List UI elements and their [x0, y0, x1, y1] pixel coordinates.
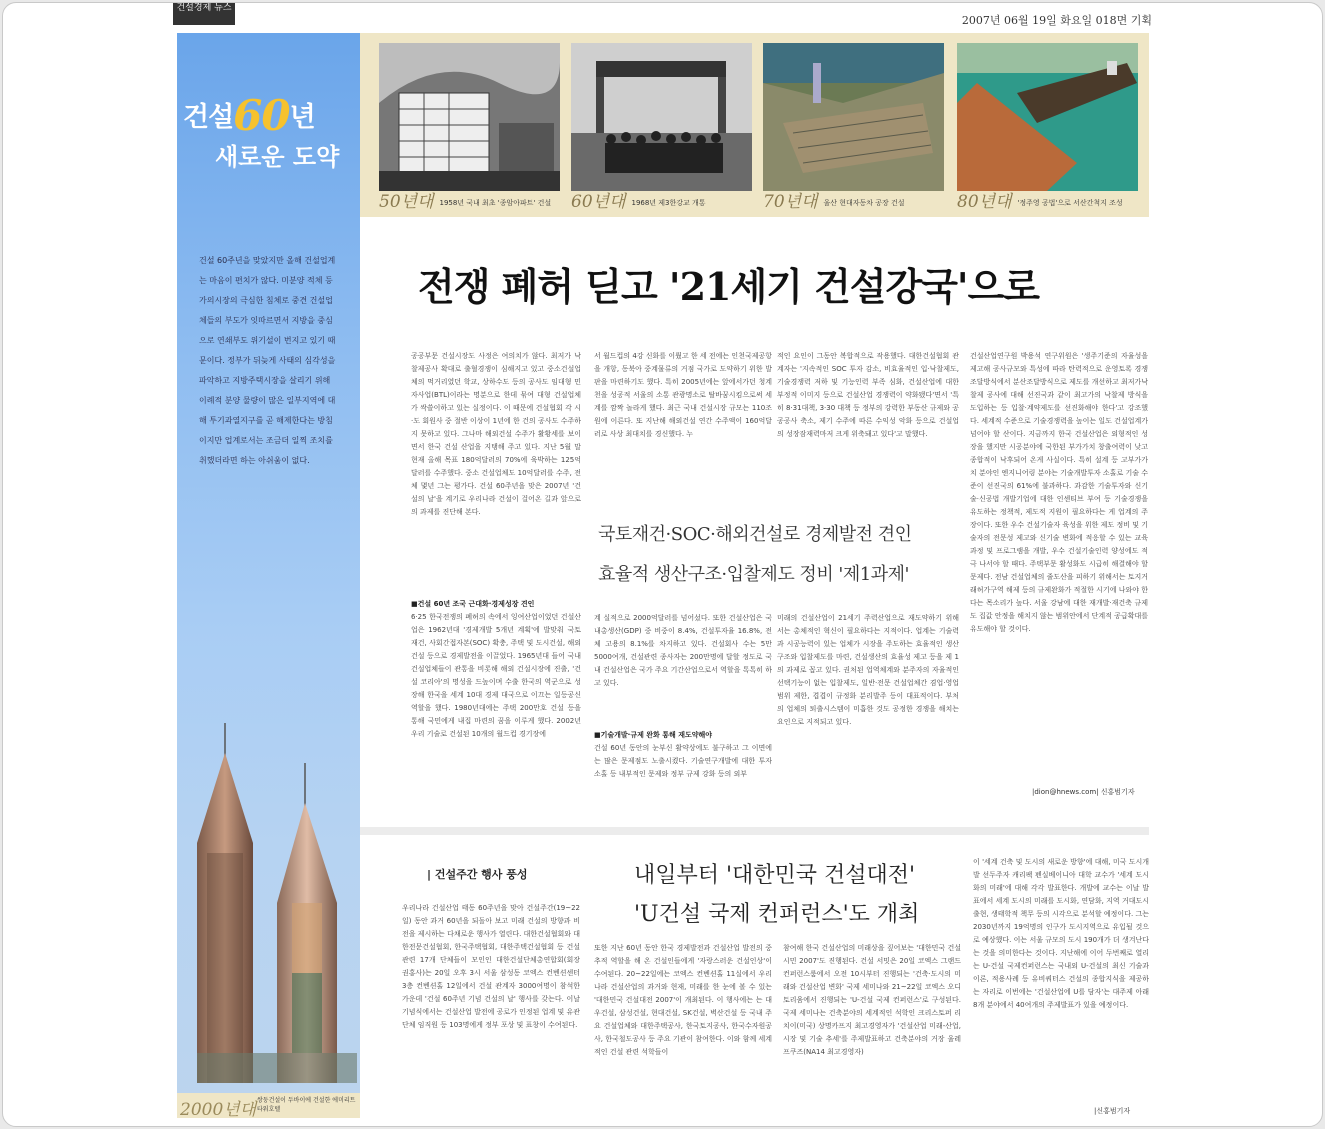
masthead-logo: 건설경제 뉴스 [173, 3, 235, 25]
sidebar-caption-text: 쌍둥건설이 두바이에 건설한 에미리트타워호텔 [257, 1097, 356, 1113]
sidebar-title-prefix: 건설 [183, 102, 234, 133]
second-side-heading: | 건설주간 행사 풍성 [427, 868, 528, 881]
main-byline: |dion@hnews.com| 신홍범기자 [1032, 788, 1135, 796]
photo-text-2: 1968년 제3한강교 개통 [631, 199, 706, 207]
photo-text-3: 울산 현대자동차 공장 건설 [823, 199, 905, 207]
sidebar-caption-decade: 2000년대 [180, 1100, 257, 1120]
main-col3-bottom: 미래의 건설산업이 21세기 주력산업으로 재도약하기 위해서는 총체적인 혁신이 필요하다는 지적이다. 업계는 기술력과 시공능력이 있는 업체가 시장을 주도하는 효율적인 생산구조와 입찰제도를 마련, 건설생산의 효율성 제고 등을 제 1의 과제로 꼽고 있다. 권처된 업역체계와 분주자의 자율적인 선택기능이 없는 입찰제도, 일반·전문 건설업체간 겸업·영업범위 제한, 겹겹이 규정화 분리발주 등이 대표적이다. 부처의 업체의 퇴출시스템이 미흡한 것도 공정한 경쟁을 해치는 요인으로 지적되고 있다. [777, 614, 959, 726]
second-col1: 우리나라 건설산업 태동 60주년을 맞아 건설주간(19~22일) 동안 과거 60년을 되돌아 보고 미래 건설의 방향과 비전을 제시하는 다채로운 행사가 열린다. 대한건설협회와 대한전문건설협회, 한국주택협회, 대한주택건설협회 등 건설관련 17개 단체들이 모인인 대한건설단체총연합회(회장 권홍사)는 20일 오후 3시 서울 삼성동 코엑스 컨벤션센터 3층 컨벤션홀 12일에서 건설 관계자 3000여명이 참석한 가운데 '건설 60주년 기념 건설의 날' 행사를 갖는다. 이날 기념식에서는 건설산업 발전에 공로가 인정된 업계 및 유관단체 임직원 등 103명에게 정부 포상 및 표창이 수여된다. [402, 904, 580, 1029]
main-col2-bottom: 계 실적으로 2000억달러를 넘어섰다. 또한 건설산업은 국내총생산(GDP) 중 비중이 8.4%, 건설투자율 16.8%, 전체 고용의 8.1%를 차지하고 있다. 건설회사 수는 5만5000여개, 건설관련 종사자는 200만명에 달할 정도로 국내 건설산업은 국가 주요 기간산업으로서 역할을 톡톡히 하고 있다. [594, 614, 772, 687]
photo-decade-4: 80년대 [957, 192, 1012, 212]
main-headline: 전쟁 폐허 딛고 '21세기 건설강국'으로 [418, 264, 1039, 309]
sidebar-intro-text: 건설 60주년을 맞았지만 올해 건설업계는 마음이 편치가 않다. 미분양 적체 등 가의시장의 극심한 침체로 중견 건설업체들의 부도가 잇따르면서 지방을 중심으로 연쇄부도 위기설이 번지고 있기 때문이다. 정부가 뒤늦게 사태의 심각성을 파악하고 지방주택시장을 살리기 위해 이례적 분양 물량이 많은 일부지역에 대해 투기과열지구를 곧 해제한다는 방침이지만 업계로서는 조금더 일찍 조치를 취했더라면 하는 아쉬움이 없다. [199, 256, 336, 465]
photo-decade-3: 70년대 [763, 192, 818, 212]
sidebar-title-number: 60 [233, 91, 290, 140]
main-col2-heading: ■기술개발·규제 완화 통해 재도약해야 [594, 731, 713, 739]
photo-caption-1 [379, 187, 551, 212]
main-col2-top: 서 월드컵의 4강 신화를 이뤘고 한 세 전에는 인천국제공항을 개항, 동북아 중계물류의 거점 국가로 도약하기 위한 발판을 마련하기도 했다. 특히 2005년에는 앞에서가던 청계천을 성공적 서울의 소통 관광명소로 탈바꿈시킴으로써 세계를 깜짝 놀라게 했다. 최근 국내 건설시장 규모는 110조원에 이른다. 또 지난해 해외건설 연간 수주액이 160억달러로 사상 최대치를 경신했다. 누 [594, 352, 772, 438]
photo-caption-3 [763, 187, 905, 212]
dateline: 2007년 06월 19일 화요일 018면 기획 [961, 14, 1152, 27]
main-col2-bottom2: 건설 60년 동안의 눈부신 활약상에도 불구하고 그 이면에는 많은 문제점도 노출시켰다. 기술연구개발에 대한 투자 소홀 등 내부적인 문제와 정부 규제 강화 등의 외부 [594, 744, 772, 778]
second-col3: 참여해 한국 건설산업의 미래상을 짚어보는 '대한민국 건설 시민 2007'도 진행된다. 건설 서밋은 20일 코엑스 그랜드 컨퍼런스룸에서 오전 10시부터 진행되는 '건축·도시의 미래와 건설산업 변화' 국제 세미나와 21~22일 코엑스 오디토리움에서 진행되는 'U-건설 국제 컨퍼런스'로 구성된다. 국제 세미나는 건축분야의 세계적인 석학인 크리스토퍼 리치이(미국) 상명카프지 최고경영자가 '건설산업 미래-산업, 시장 및 기술 추세'를 주제발표하고 건축분야의 거장 울레프쿠즈(NA14 최고경영자) [783, 944, 961, 1056]
main-col3-top: 적인 요인이 그동안 복합적으로 작용했다. 대한건설협회 관계자는 '지속적인 SOC 투자 감소, 비효율적인 입·낙찰제도, 기술경쟁력 저하 및 기능인력 부족 심화, 건설산업에 대한 부정적 이미지 등으로 건설산업 경쟁력이 약화됐다'면서 '특히 8·31대책, 3·30 대책 등 정부의 강력한 부동산 규제와 공공공사 축소, 제기 수주에 따른 수익성 악화 등으로 건설업의 성장잠재력마저 크게 위축돼고 있다'고 말했다. [777, 352, 959, 438]
main-subhead-2: 효율적 생산구조·입찰제도 정비 '제1과제' [598, 564, 909, 585]
twin-towers-illustration [197, 723, 357, 1083]
second-col4: 이 '세계 건축 및 도시의 새로운 방향'에 대해, 미국 도시개발 선두주자 캐리팩 펜실베이니아 대학 교수가 '세계 도시화의 미래'에 대해 각각 발표한다. 개발에 교수는 이날 발표에서 세계 도시의 미래를 도시화, 연담화, 지역 거대도시 출현, 생태학적 책무 등의 시각으로 분석할 예정이다. 그는 2030년까지 19억명의 인구가 도시지역으로 유입될 것으로 예상했다. 이는 서울 규모의 도시 190개가 더 생겨난다는 것을 의미한다는 것이다. 지난해에 이어 두번째로 열리는 U-건설 국제컨퍼런스는 국내외 U-건설의 최신 기술과 이론, 적용사례 등 유비쿼터스 건설의 종합지식을 제공하는 자리로 이번에는 '건설산업에 U를 담자'는 대주제 아래 8개 분야에서 40여개의 주제발표가 있을 예정이다. [973, 858, 1149, 1009]
photo-decade-1: 50년대 [379, 192, 434, 212]
photo-strip [360, 33, 1149, 217]
main-col1-heading: ■건설 60년 조국 근대화·경제성장 견인 [411, 600, 535, 608]
photo-caption-4 [957, 187, 1123, 212]
second-headline-line1: 내일부터 '대한민국 건설대전' [634, 863, 916, 888]
sidebar-title-suffix: 년 [289, 102, 315, 133]
photo-1950s-apartment [379, 43, 560, 191]
photo-1960s-bridge-opening [571, 43, 752, 191]
sidebar-title [183, 91, 315, 140]
photo-1970s-aerial-factory [763, 43, 944, 191]
sidebar-subtitle: 새로운 도약 [215, 142, 340, 171]
main-subhead-1: 국토재건·SOC·해외건설로 경제발전 견인 [598, 524, 912, 545]
sidebar-panel [177, 33, 360, 1118]
photo-caption-2 [571, 187, 706, 212]
main-col1-top: 공공부문 건설시장도 사정은 여의치가 않다. 최저가 낙찰제공사 확대로 출혈경쟁이 심해지고 있고 중소건설업체의 먹거리였던 학교, 상하수도 등의 공사도 임대형 민자사업(BTL)이라는 명분으로 한데 묶여 대형 건설업체가 싹쓸이하고 있는 실정이다. 이 때문에 건설협회 각 시·도 회원사 중 절반 이상이 1년에 한 건의 공사도 수주하지 못하고 있다. 그나마 해외건설 수주가 활황세를 보이면서 한국 건설 산업을 지탱해 주고 있다. 지난 5월 말 현재 올해 목표 180억달러의 70%에 육박하는 125억달러를 수주했다. 중소 건설업체도 10억달러를 수주, 전체 몇년 그는 평가다. 건설 60주년을 맞은 2007년 '건설의 날'을 계기로 우리나라 건설이 걸어온 길과 앞으로의 과제를 진단해 본다. [411, 352, 581, 516]
sidebar-caption [177, 1093, 360, 1118]
second-byline: |신홍범기자 [1094, 1107, 1131, 1115]
photo-1980s-tanker-reclamation [957, 43, 1138, 191]
photo-decade-2: 60년대 [571, 192, 626, 212]
photo-text-4: '정주영 공법'으로 서산간척지 조성 [1017, 199, 1123, 207]
photo-text-1: 1958년 국내 최초 '종암아파트' 건설 [439, 199, 552, 207]
main-col4: 건설산업연구원 박용석 연구위원은 '생주기준의 자율성을 제고해 공사규모와 특성에 따라 탄력적으로 운영토록 경쟁조달방식에서 분산조달방식으로 제도를 개선하고 최저가낙찰제 공사에 대해 선진국과 같이 최고가의 낙찰제 방식을 도입하는 등 입찰·계약제도를 선진화해야 한다'고 강조했다. 세계적 수준으로 기술경쟁력을 높이는 일도 건설업계가 넘어야 할 산이다. 지금까지 한국 건설산업은 외형적인 성장을 했지만 시공분야에 국한된 부가가치 창출여력이 낮고 종합적이 낙후되어 온게 사실이다. 특히 설계 등 고부가가치 분야인 엔지니어링 분야는 기술개발투자 소홀로 기술 수준이 선진국의 61%에 불과하다. 과감한 기술투자와 신기술·신공법 개발기업에 대한 인센티브 부여 등 기술경쟁을 유도하는 정책적, 제도적 지원이 필요하다는 게 업계의 주장이다. 또한 우수 건설기술자 육성을 위한 제도 정비 및 기술자의 전문성 제고와 신기술 변화에 적응할 수 있는 교육과정 및 프로그램을 개발, 우수 건설기술인력 양성에도 적극 나서야 할 때다. 주택부문 활성화도 시급히 해결해야 할 문제다. 전남 건설업체의 줄도산을 피하기 위해서는 토지거래허가구역 해제 등의 규제완화가 적절한 시기에 나와야 한다는 목소리가 높다. 서울 강남에 대한 재개발·재건축 규제도 집값 안정을 해치지 않는 범위안에서 단계적 공급확대를 유도해야 할 것이다. [970, 352, 1148, 633]
section-divider [360, 827, 1149, 835]
main-col1-bottom: 6·25 한국전쟁의 폐허의 속에서 잉여산업이었던 건설산업은 1962년대 '경제개발 5개년 계획'에 발맞춰 국토 재건, 사회간접자본(SOC) 확충, 주택 및 도시건설, 해외건설 등으로 경제발전을 이끌었다. 1965년대 들어 국내 건설업체들이 관통을 비롯해 해외 건설시장에 진출, '건설 코리아'의 명성을 드높이며 수출 한국의 역군으로 성장해 한국을 세계 10대 경제 대국으로 이끄는 일등공신 역할을 했다. 1980년대에는 주택 200만호 건설 등을 통해 국민에게 내집 마련의 꿈을 이루게 했다. 2002년 우리 기술로 건설된 10개의 월드컵 경기장에 [411, 613, 581, 738]
second-headline-line2: 'U건설 국제 컨퍼런스'도 개최 [634, 902, 920, 927]
second-col2: 또한 지난 60년 동안 한국 경제발전과 건설산업 발전의 중추적 역할을 해 온 건설인들에게 '자랑스러운 건설인상'이 수여된다. 20~22일에는 코엑스 컨벤션홀 11실에서 우리나라 건설산업의 과거와 현재, 미래를 한 눈에 볼 수 있는 '대한민국 건설대전 2007'이 개최된다. 이 행사에는 는 대우건설, 삼성건설, 현대건설, SK건설, 벽산건설 등 국내 주요 건설업체와 대한주택공사, 한국토지공사, 한국수자원공사, 한국철도공사 등 주요 기관이 참여한다. 이와 함께 세계적인 건설 관련 석학들이 [594, 944, 772, 1056]
